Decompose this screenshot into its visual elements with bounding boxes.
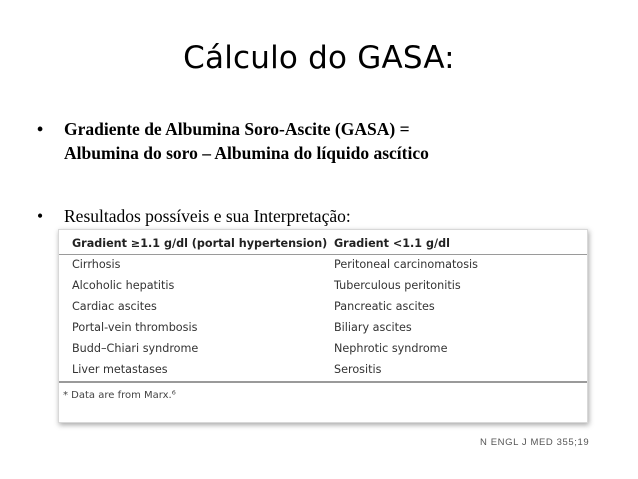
bullet-line: Gradiente de Albumina Soro-Ascite (GASA) = <box>64 119 410 139</box>
table-cell: Tuberculous peritonitis <box>334 279 461 292</box>
column-header: Gradient <1.1 g/dl <box>334 237 450 250</box>
bullet-icon: • <box>37 119 44 139</box>
gradient-table <box>58 229 588 423</box>
column-header: Gradient ≥1.1 g/dl (portal hypertension) <box>72 237 328 250</box>
bullet-icon: • <box>37 206 44 226</box>
table-cell: Nephrotic syndrome <box>334 342 448 355</box>
table-cell: Cardiac ascites <box>72 300 157 313</box>
table-cell: Budd–Chiari syndrome <box>72 342 199 355</box>
bullet-line: Albumina do soro – Albumina do líquido ascítico <box>64 143 429 163</box>
table-cell: Pancreatic ascites <box>334 300 435 313</box>
table-cell: Portal-vein thrombosis <box>72 321 198 334</box>
table-cell: Cirrhosis <box>72 258 121 271</box>
table-column-low-gradient <box>334 236 478 383</box>
slide-title: Cálculo do GASA: <box>183 40 455 76</box>
table-cell: Alcoholic hepatitis <box>72 279 175 292</box>
table-cell: Biliary ascites <box>334 321 412 334</box>
journal-citation: N ENGL J MED 355;19 <box>480 437 590 448</box>
table-cell: Liver metastases <box>72 363 168 376</box>
table-cell: Peritoneal carcinomatosis <box>334 258 478 271</box>
table-bottom-rule <box>59 381 587 383</box>
table-column-high-gradient <box>72 236 327 383</box>
bullet-line: Resultados possíveis e sua Interpretação: <box>64 206 351 226</box>
table-cell: Serositis <box>334 363 382 376</box>
table-footnote: * Data are from Marx.⁶ <box>63 390 176 401</box>
